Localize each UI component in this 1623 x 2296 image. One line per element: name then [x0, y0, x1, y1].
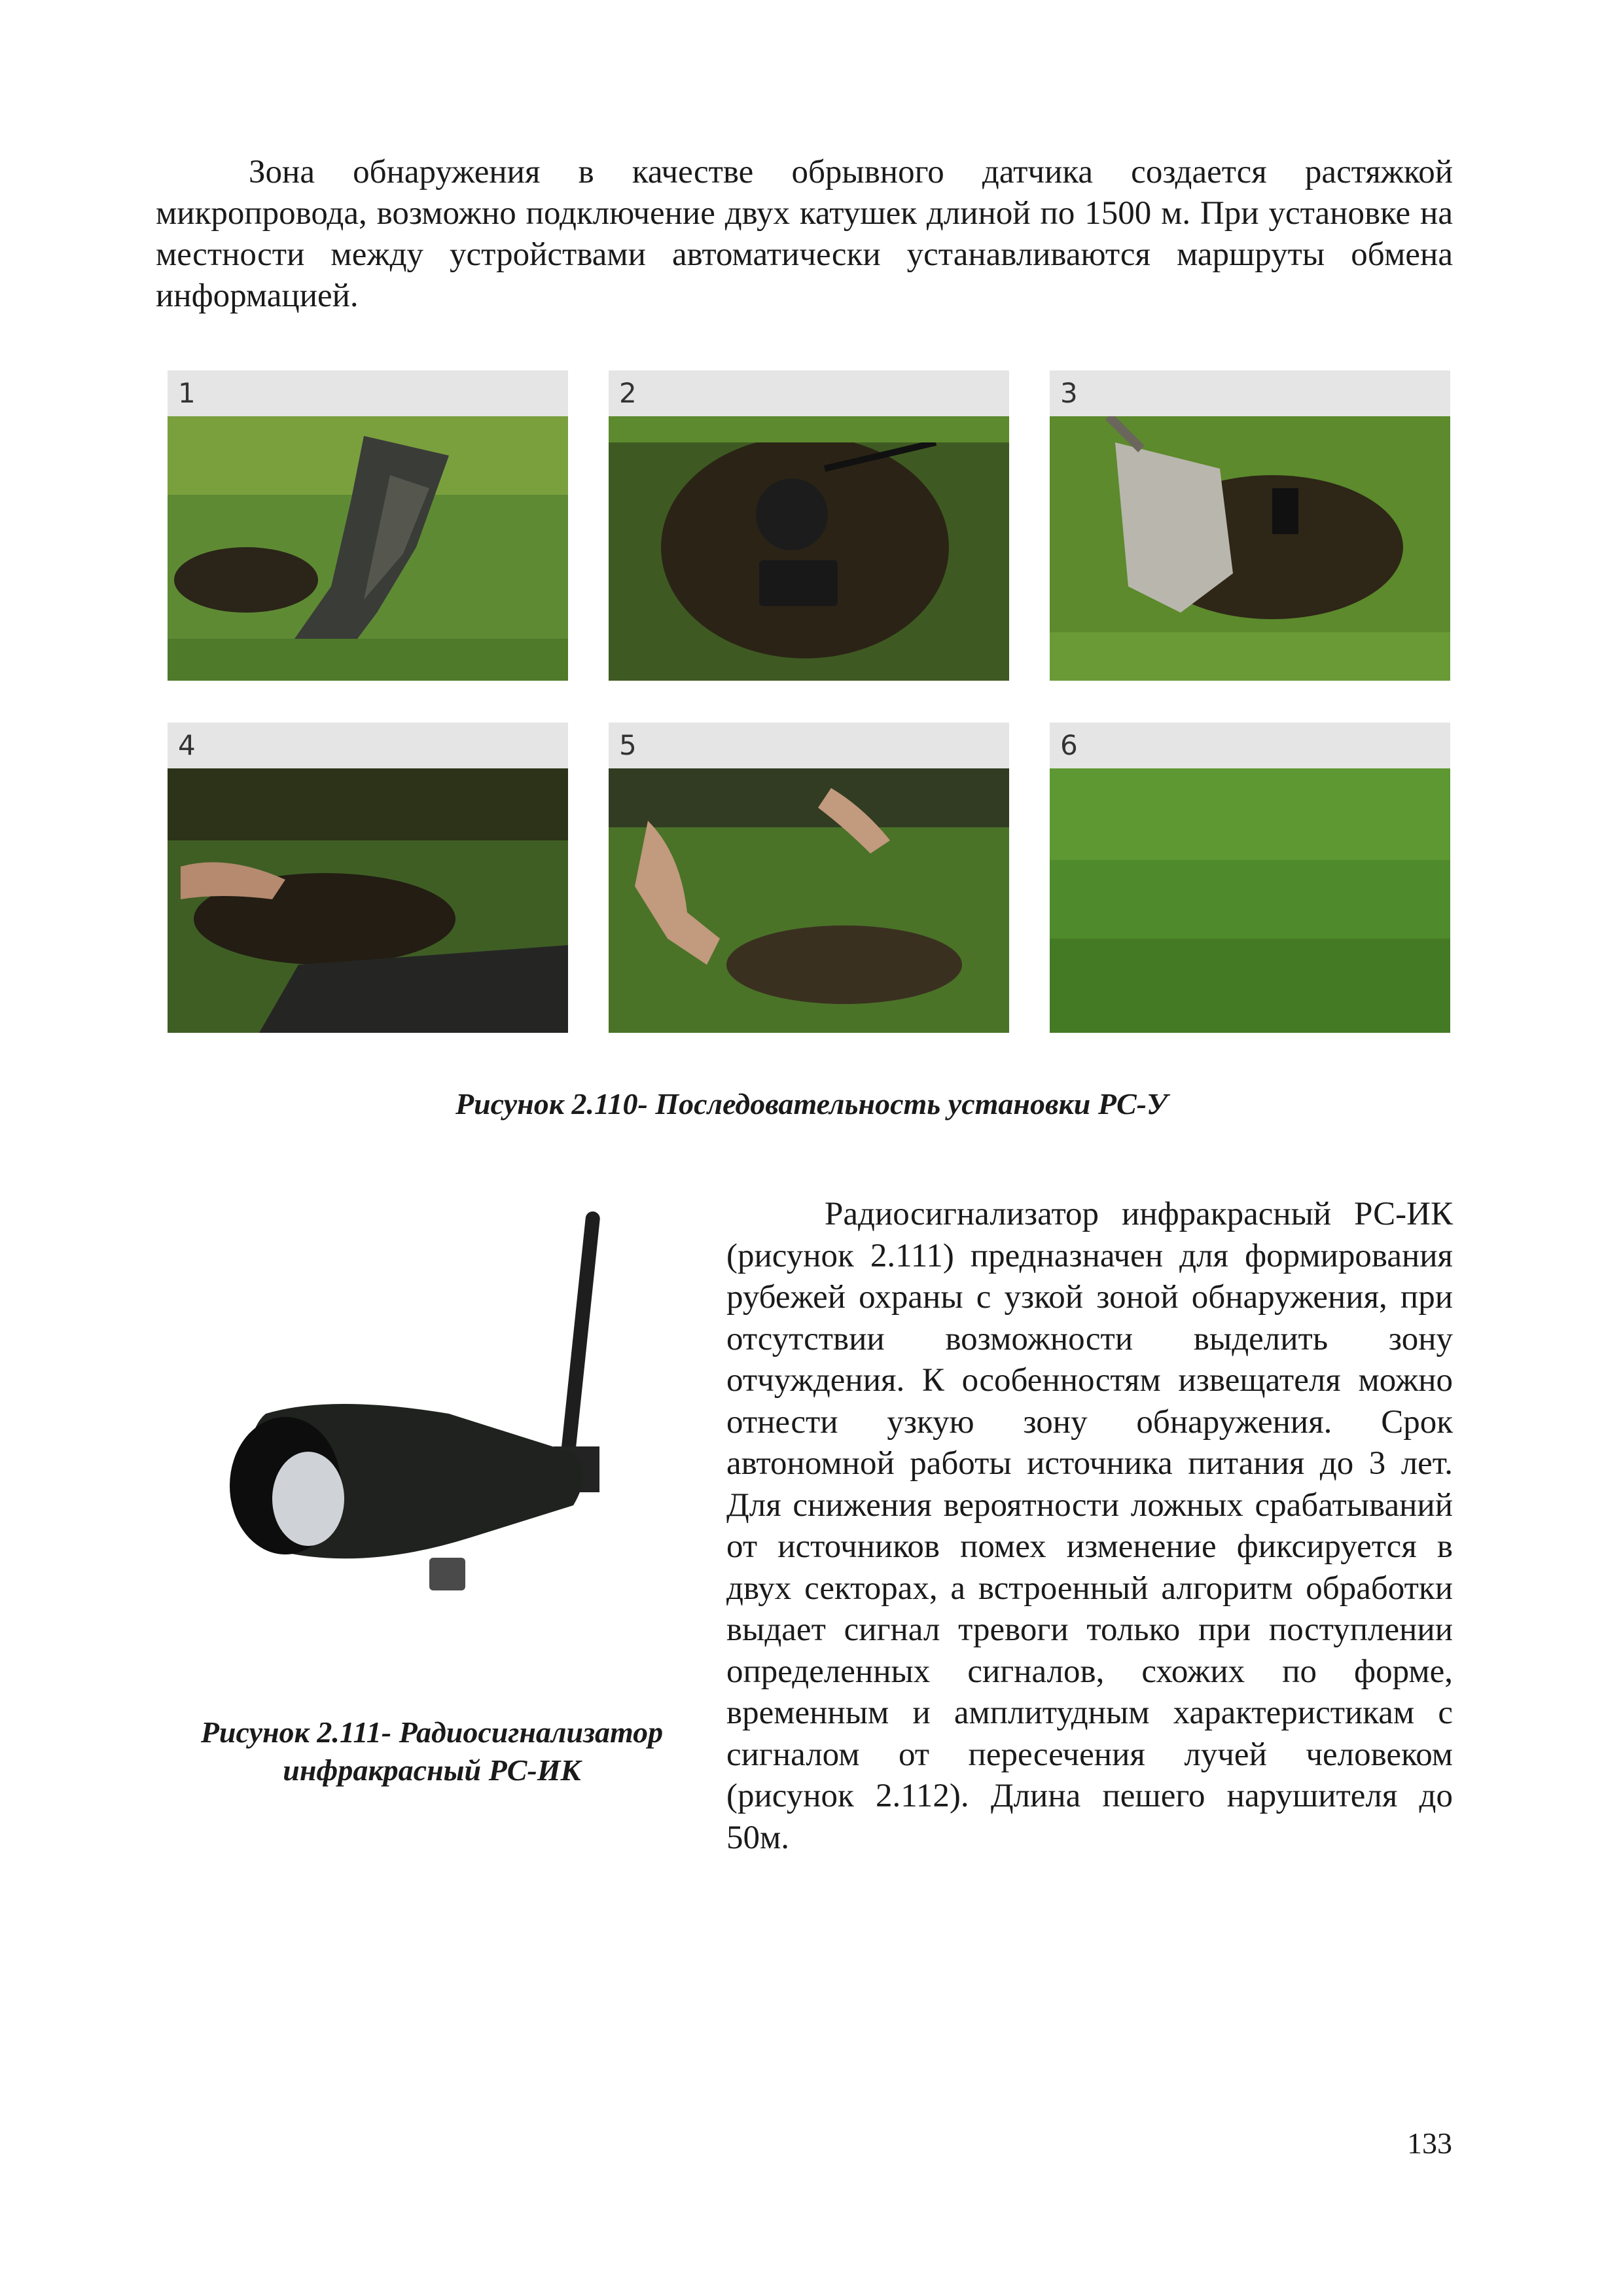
- step-panel-2: [609, 370, 1009, 681]
- figure-110-caption: Рисунок 2.110- Последовательность установки РС-У: [455, 1087, 1168, 1121]
- step-label: 5: [609, 723, 1009, 768]
- step-panel-4: [168, 723, 568, 1033]
- step-label: 3: [1050, 370, 1450, 416]
- installation-sequence-figure: [168, 370, 1450, 1033]
- figure-111-caption-line-2: инфракрасный РС-ИК: [283, 1753, 581, 1787]
- figure-111-caption-line-1: Рисунок 2.111- Радиосигнализатор: [200, 1715, 664, 1749]
- step-panel-6: [1050, 723, 1450, 1033]
- hand-on-grass-photo: [609, 768, 1009, 1033]
- step-label: 1: [168, 370, 568, 416]
- step-panel-1: [168, 370, 568, 681]
- step-label: 2: [609, 370, 1009, 416]
- restored-grass-photo: [1050, 768, 1450, 1033]
- device-in-pit-photo: [609, 416, 1009, 681]
- step-label: 4: [168, 723, 568, 768]
- figure-111-caption: [157, 1713, 707, 1789]
- covering-soil-photo: [168, 768, 568, 1033]
- step-label: 6: [1050, 723, 1450, 768]
- grass-hole-photo: [168, 416, 568, 681]
- ir-radio-sensor-photo: [168, 1198, 691, 1715]
- shovel-digging-photo: [1050, 416, 1450, 681]
- page-number: 133: [1407, 2126, 1452, 2160]
- step-panel-5: [609, 723, 1009, 1033]
- body-paragraph: Радиосигнализатор инфракрасный РС-ИК (рисунок 2.111) предназначен для формирования рубежей охраны с узкой зоной обнаружения, при отсутствии возможности выделить зону отчуждения. К особенностям извещателя можно отнести узкую зону обнаружения. Срок автономной работы источника питания до 3 лет. Для снижения вероятности ложных срабатываний от источников помех изменение фиксируется в двух секторах, а встроенный алгоритм обработки выдает сигнал тревоги только при поступлении определенных сигналов, схожих по форме, временным и амплитудным характеристикам с сигналом от пересечения лучей человеком (рисунок 2.112). Длина пешего нарушителя до 50м.: [726, 1196, 1453, 1856]
- step-panel-3: [1050, 370, 1450, 681]
- intro-paragraph: Зона обнаружения в качестве обрывного датчика создается растяжкой микропровода, возможно подключение двух катушек длиной по 1500 м. При установке на местности между устройствами автоматически устанавливаются маршруты обмена информацией.: [156, 154, 1453, 314]
